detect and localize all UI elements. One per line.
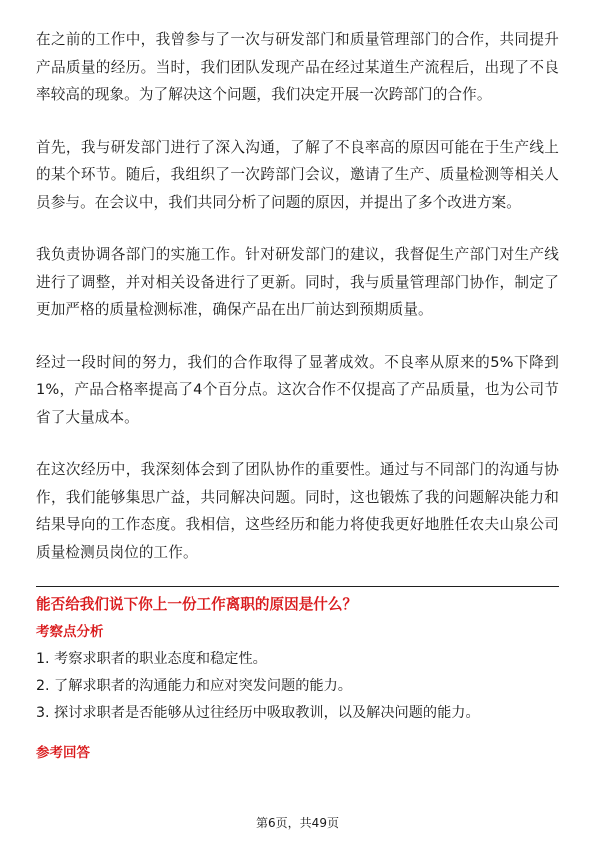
analysis-title: 考察点分析: [36, 624, 104, 640]
analysis-point-1: 1. 考察求职者的职业态度和稳定性。: [36, 651, 267, 667]
reference-answer-title: 参考回答: [36, 745, 90, 761]
answer-paragraph-1: 在之前的工作中，我曾参与了一次与研发部门和质量管理部门的合作，共同提升产品质量的经历。当时，我们团队发现产品在经过某道生产流程后，出现了不良率较高的现象。为了解决这个问题，我们决定开展一次跨部门的合作。: [36, 31, 559, 103]
answer-paragraph-2: 首先，我与研发部门进行了深入沟通，了解了不良率高的原因可能在于生产线上的某个环节。随后，我组织了一次跨部门会议，邀请了生产、质量检测等相关人员参与。在会议中，我们共同分析了问题的原因，并提出了多个改进方案。: [36, 138, 559, 211]
section-divider: [36, 586, 559, 587]
answer-paragraph-4: 经过一段时间的努力，我们的合作取得了显著成效。不良率从原来的5%下降到1%，产品合格率提高了4个百分点。这次合作不仅提高了产品质量，也为公司节省了大量成本。: [36, 353, 559, 426]
analysis-point-2: 2. 了解求职者的沟通能力和应对突发问题的能力。: [36, 678, 352, 694]
answer-paragraph-3: 我负责协调各部门的实施工作。针对研发部门的建议，我督促生产部门对生产线进行了调整，并对相关设备进行了更新。同时，我与质量管理部门协作，制定了更加严格的质量检测标准，确保产品在出厂前达到预期质量。: [36, 246, 559, 318]
page-footer: 第6页，共49页: [256, 816, 339, 830]
document-page: [36, 26, 559, 769]
analysis-point-3: 3. 探讨求职者是否能够从过往经历中吸取教训，以及解决问题的能力。: [36, 705, 480, 721]
answer-paragraph-5: 在这次经历中，我深刻体会到了团队协作的重要性。通过与不同部门的沟通与协作，我们能够集思广益，共同解决问题。同时，这也锻炼了我的问题解决能力和结果导向的工作态度。我相信，这些经历和能力将使我更好地胜任农夫山泉公司质量检测员岗位的工作。: [36, 461, 559, 561]
interview-question: 能否给我们说下你上一份工作离职的原因是什么？: [36, 596, 358, 613]
